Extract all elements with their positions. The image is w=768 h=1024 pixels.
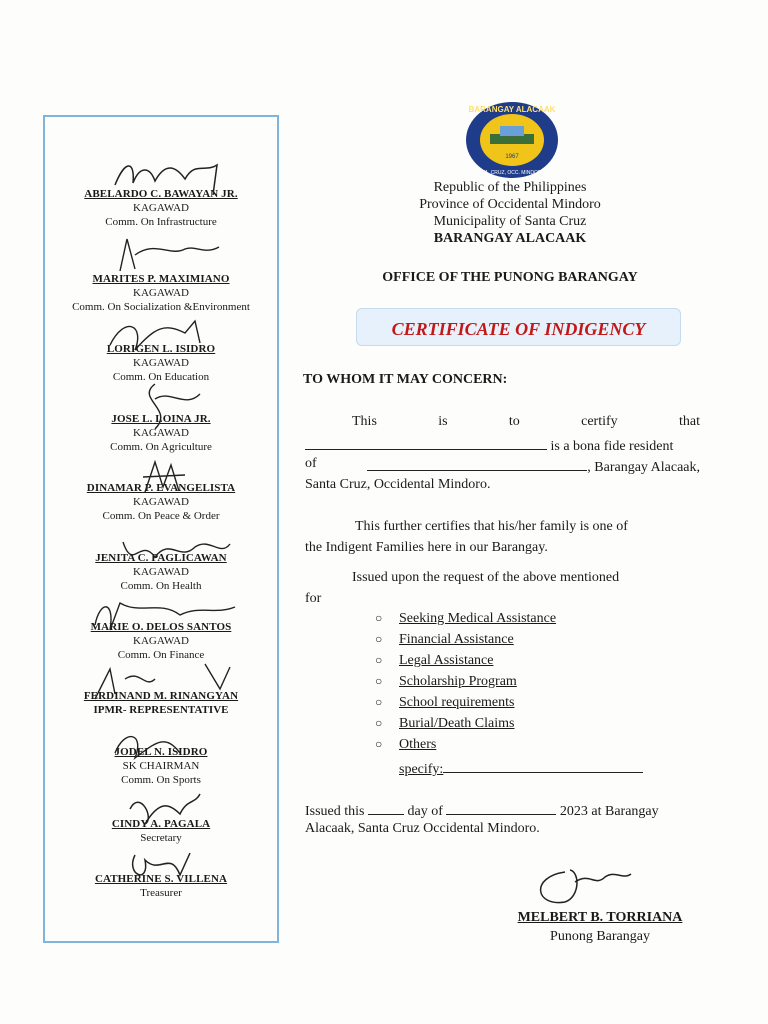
- council-panel: [43, 115, 279, 943]
- day-of-text: day of: [407, 804, 443, 819]
- member-name: LORIGEN L. ISIDRO: [106, 343, 216, 355]
- option-label: Others: [399, 737, 437, 752]
- day-blank[interactable]: [368, 800, 404, 815]
- member-committee: Comm. On Socialization &Environment: [72, 301, 250, 313]
- option-label: Scholarship Program: [399, 674, 517, 689]
- resident-text: is a bona fide resident: [550, 439, 674, 454]
- word: to: [508, 414, 520, 429]
- purpose-option[interactable]: [375, 653, 493, 669]
- member-name: JODEL N. ISIDRO: [114, 746, 208, 758]
- member-committee: Comm. On Infrastructure: [105, 216, 217, 228]
- bullet-circle-icon: ○: [375, 737, 383, 751]
- council-member: [45, 551, 277, 593]
- header-line: Municipality of Santa Cruz: [433, 214, 587, 229]
- council-member: [45, 817, 277, 845]
- signature-scribble: [115, 235, 225, 275]
- member-name: DINAMAR P. EVANGELISTA: [86, 482, 236, 494]
- council-member: [45, 689, 277, 717]
- member-position: Secretary: [140, 832, 182, 844]
- option-label: School requirements: [399, 695, 515, 710]
- council-member: [45, 272, 277, 314]
- member-name: JOSE L. LOINA JR.: [111, 413, 211, 425]
- bullet-circle-icon: ○: [375, 674, 383, 688]
- member-name: JENITA C. PAGLICAWAN: [95, 552, 227, 564]
- option-label: Financial Assistance: [399, 632, 514, 647]
- council-member: [45, 872, 277, 900]
- header-barangay: BARANGAY ALACAAK: [433, 231, 587, 246]
- member-name: MARITES P. MAXIMIANO: [92, 273, 230, 285]
- seal-top-text: BARANGAY ALACAAK: [468, 105, 556, 114]
- purpose-option[interactable]: [375, 611, 556, 627]
- bullet-circle-icon: ○: [375, 695, 383, 709]
- member-name: CATHERINE S. VILLENA: [94, 873, 228, 885]
- council-member: [45, 412, 277, 454]
- paragraph-1-line-2: [305, 435, 673, 455]
- specify-blank[interactable]: [443, 758, 643, 773]
- seal-year: 1967: [505, 154, 519, 160]
- seal-bottom-text: STA. CRUZ, OCC. MINDORO: [478, 170, 546, 176]
- issued-line-1: [305, 800, 659, 820]
- purpose-option[interactable]: [375, 737, 436, 753]
- member-committee: Comm. On Agriculture: [110, 441, 212, 453]
- specify-row: [399, 758, 643, 778]
- office-title: OFFICE OF THE PUNONG BARANGAY: [382, 270, 638, 285]
- word: certify: [581, 414, 618, 429]
- council-member: [45, 187, 277, 229]
- issued-text: Issued this: [305, 804, 365, 819]
- paragraph-3-line-2: for: [305, 591, 322, 606]
- bullet-circle-icon: ○: [375, 611, 383, 625]
- specify-label: specify:: [399, 762, 444, 777]
- purpose-option[interactable]: [375, 632, 514, 648]
- member-position: KAGAWAD: [133, 566, 189, 578]
- option-label: Seeking Medical Assistance: [399, 611, 557, 626]
- member-position: KAGAWAD: [133, 635, 189, 647]
- member-position: IPMR- REPRESENTATIVE: [93, 704, 229, 716]
- paragraph-1-line-1: [352, 414, 700, 430]
- member-name: CINDY A. PAGALA: [111, 818, 211, 830]
- paragraph-2-line-1: This further certifies that his/her family is one of: [355, 519, 628, 534]
- council-member: [45, 620, 277, 662]
- bullet-circle-icon: ○: [375, 632, 383, 646]
- purpose-option[interactable]: [375, 695, 514, 711]
- captain-signature-scribble: [525, 862, 635, 912]
- paragraph-1-line-4: Santa Cruz, Occidental Mindoro.: [305, 477, 491, 492]
- word: This: [352, 414, 377, 429]
- member-name: MARIE O. DELOS SANTOS: [90, 621, 232, 633]
- purpose-option[interactable]: [375, 674, 517, 690]
- member-committee: Comm. On Education: [112, 371, 210, 383]
- certificate-title: CERTIFICATE OF INDIGENCY: [391, 319, 646, 339]
- option-label: Legal Assistance: [399, 653, 494, 668]
- bullet-circle-icon: ○: [375, 653, 383, 667]
- paragraph-3-line-1: Issued upon the request of the above mentioned: [352, 570, 620, 585]
- member-name: ABELARDO C. BAWAYAN JR.: [84, 188, 238, 200]
- year-text: 2023 at Barangay: [559, 804, 659, 819]
- member-committee: Comm. On Sports: [121, 774, 201, 786]
- option-label: Burial/Death Claims: [399, 716, 515, 731]
- member-position: SK CHAIRMAN: [122, 760, 200, 772]
- member-committee: Comm. On Peace & Order: [102, 510, 220, 522]
- member-position: KAGAWAD: [133, 202, 189, 214]
- header-line: Province of Occidental Mindoro: [419, 197, 601, 212]
- signatory-title: Punong Barangay: [550, 929, 650, 944]
- header-line: Republic of the Philippines: [433, 180, 587, 195]
- address-blank[interactable]: [367, 456, 587, 471]
- council-member: [45, 745, 277, 787]
- paragraph-2-line-2: the Indigent Families here in our Barangay.: [305, 540, 548, 555]
- member-position: Treasurer: [140, 887, 182, 899]
- member-committee: Comm. On Health: [120, 580, 202, 592]
- council-member: [45, 342, 277, 384]
- word: is: [438, 414, 448, 429]
- name-blank[interactable]: [305, 435, 547, 450]
- member-committee: Comm. On Finance: [117, 649, 205, 661]
- member-position: KAGAWAD: [133, 427, 189, 439]
- issued-line-2: Alacaak, Santa Cruz Occidental Mindoro.: [305, 821, 540, 836]
- member-position: KAGAWAD: [133, 287, 189, 299]
- member-name: FERDINAND M. RINANGYAN: [83, 690, 239, 702]
- salutation: TO WHOM IT MAY CONCERN:: [303, 372, 508, 387]
- month-blank[interactable]: [446, 800, 556, 815]
- bullet-circle-icon: ○: [375, 716, 383, 730]
- paragraph-1-line-3: [305, 456, 700, 476]
- word: that: [678, 414, 700, 429]
- member-position: KAGAWAD: [133, 496, 189, 508]
- of-text: of: [305, 456, 317, 471]
- signatory-name: MELBERT B. TORRIANA: [517, 910, 683, 925]
- member-position: KAGAWAD: [133, 357, 189, 369]
- council-member: [45, 481, 277, 523]
- barangay-text: , Barangay Alacaak,: [587, 460, 700, 475]
- purpose-option[interactable]: [375, 716, 514, 732]
- barangay-seal-icon: [464, 100, 560, 180]
